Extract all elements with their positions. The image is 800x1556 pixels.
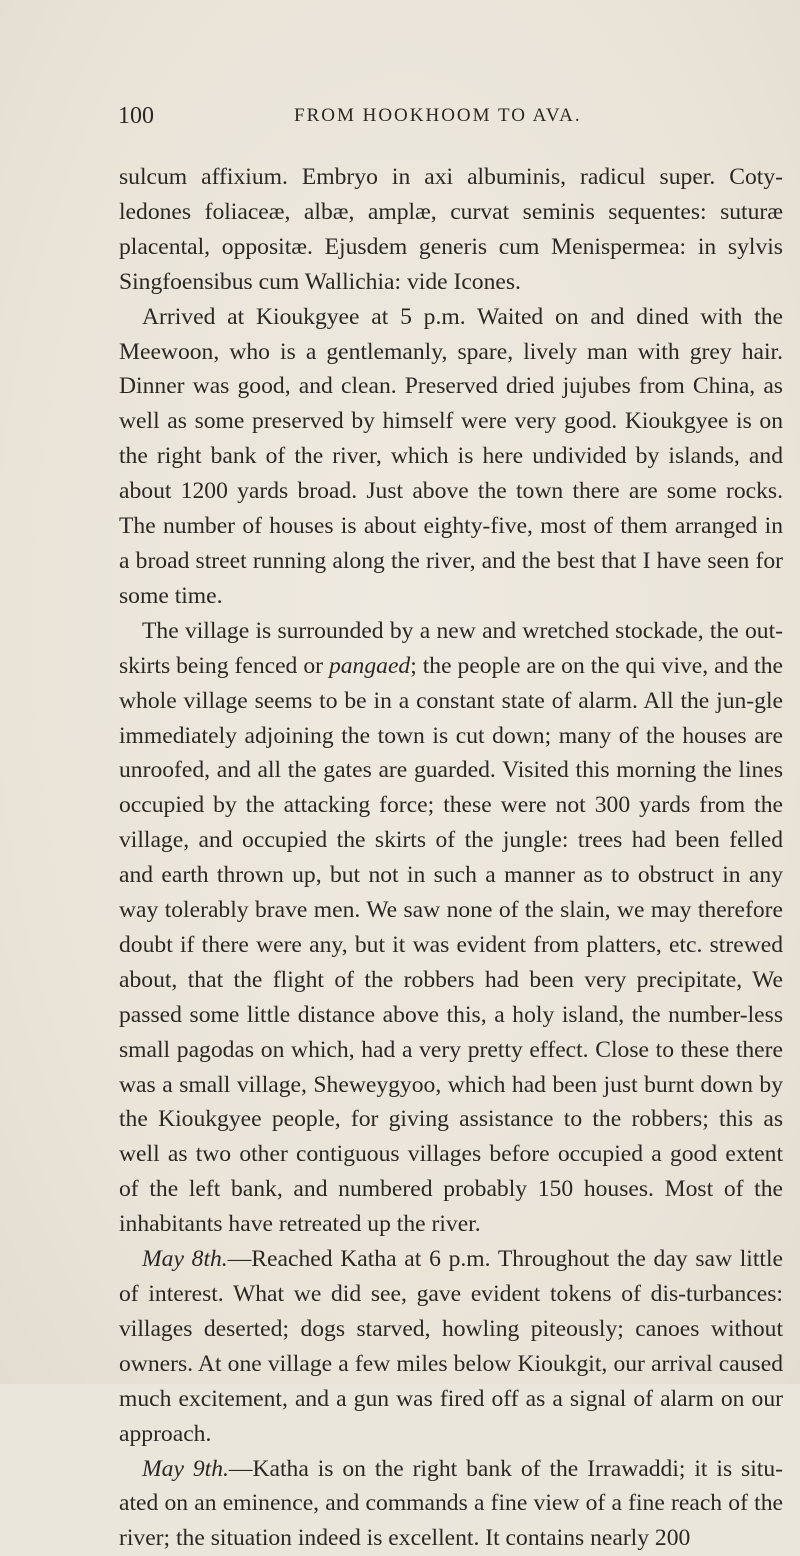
entry-date: May 8th. xyxy=(142,1246,228,1273)
paragraph-may-8 xyxy=(119,1242,783,1451)
paragraph-text: —Reached Katha at 6 p.m. Throughout the day saw little of interest. What we did see, gave evident tokens of dis-turbances: villages deserted; dogs starved, howling piteously; canoes without owners. At one village a few miles below Kioukgit, our arrival caused much excitement, and a gun was fired off as a signal of alarm on our approach. xyxy=(119,1246,783,1447)
paragraph-text: ; the people are on the qui vive, and the whole village seems to be in a constant state of alarm. All the jun-gle immediately adjoining the town is cut down; many of the houses are unroofed, and all the gates are guarded. Visited this morning the lines occupied by the attacking force; these were not 300 yards from the village, and occupied the skirts of the jungle: trees had been felled and earth thrown up, but not in such a manner as to obstruct in any way tolerably brave men. We saw none of the slain, we may therefore doubt if there were any, but it was evident from platters, etc. strewed about, that the flight of the robbers had been very precipitate, We passed some little distance above this, a holy island, the number-less small pagodas on which, had a very pretty effect. Close to these there was a small village, Sheweygyoo, which had been just burnt down by the Kioukgyee people, for giving assistance to the robbers; this as well as two other contiguous villages before occupied a good extent of the left bank, and numbered probably 150 houses. Most of the inhabitants have retreated up the river. xyxy=(119,652,783,1238)
paragraph-arrival-kioukgyee xyxy=(119,300,783,614)
italic-term: pangaed xyxy=(328,652,411,679)
page-number: 100 xyxy=(118,103,154,129)
paragraph-text: sulcum affixium. Embryo in axi albuminis, radicul super. Coty-ledones foliaceæ, albæ, amplæ, curvat seminis sequentes: suturæ placental, oppositæ. Ejusdem generis cum Menispermea: in sylvis Singfoensibus cum Wallichia: vide Icones. xyxy=(119,164,783,295)
running-title: FROM HOOKHOOM TO AVA. xyxy=(294,105,582,126)
running-head xyxy=(118,103,758,133)
paragraph-may-9 xyxy=(119,1452,783,1556)
paragraph-village-stockade xyxy=(119,614,783,1242)
body-text xyxy=(119,160,783,1556)
paragraph-text: —Katha is on the right bank of the Irrawaddi; it is situ-ated on an eminence, and commands a fine view of a fine reach of the river; the situation indeed is excellent. It contains nearly 200 xyxy=(119,1455,783,1552)
entry-date: May 9th. xyxy=(142,1455,229,1482)
paragraph-text: The village is surrounded by a new and wretched stockade, the out-skirts being fenced or xyxy=(119,617,783,679)
paragraph-text: Arrived at Kioukgyee at 5 p.m. Waited on and dined with the Meewoon, who is a gentlemanly, spare, lively man with grey hair. Dinner was good, and clean. Preserved dried jujubes from China, as well as some preserved by himself were very good. Kioukgyee is on the right bank of the river, which is here undivided by islands, and about 1200 yards broad. Just above the town there are some rocks. The number of houses is about eighty-five, most of them arranged in a broad street running along the river, and the best that I have seen for some time. xyxy=(119,303,783,609)
paragraph-latin-description xyxy=(119,160,783,300)
